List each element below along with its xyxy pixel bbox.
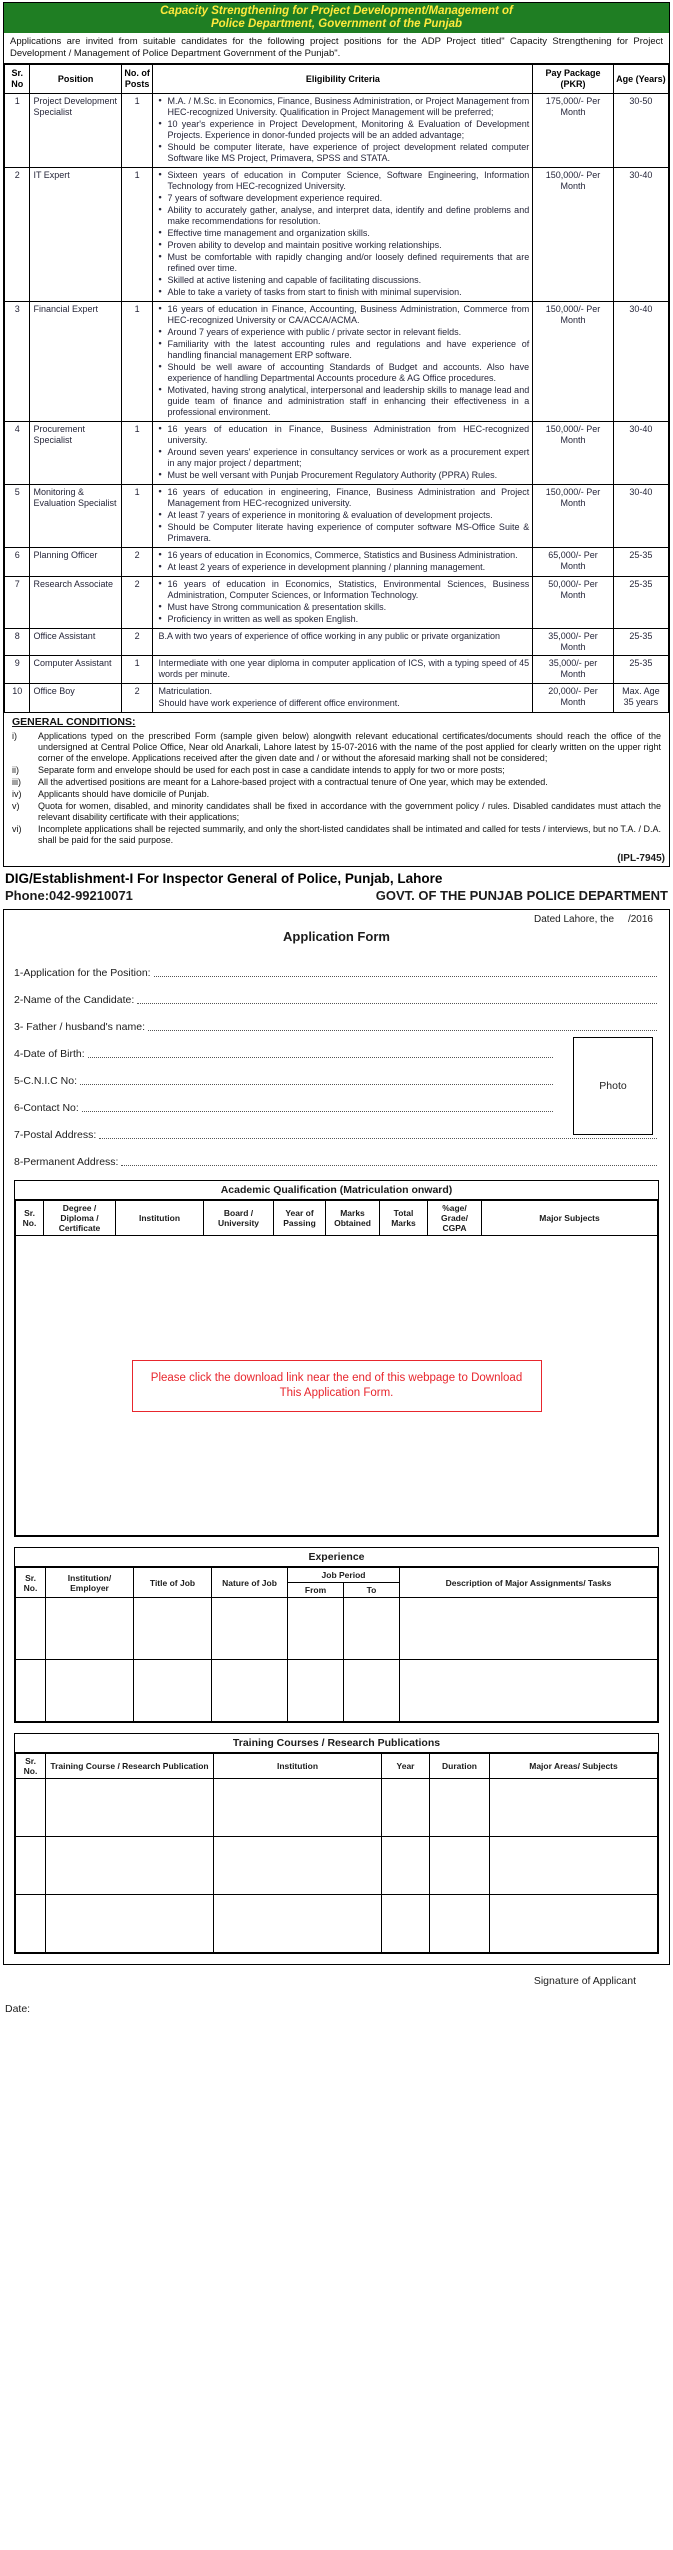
job-sr-cell: 1 xyxy=(5,94,30,168)
job-posts-cell: 1 xyxy=(121,422,153,485)
job-criteria-cell xyxy=(153,629,533,656)
job-sr-cell: 3 xyxy=(5,302,30,422)
photo-label: Photo xyxy=(599,1080,627,1092)
experience-col-title: Title of Job xyxy=(134,1568,212,1598)
job-sr-cell: 7 xyxy=(5,577,30,629)
form-field-label: 2-Name of the Candidate: xyxy=(14,994,135,1006)
job-position-cell: Project Development Specialist xyxy=(30,94,121,168)
jobs-table-head xyxy=(5,65,669,94)
form-field xyxy=(14,1062,555,1089)
download-notice: Please click the download link near the end of this webpage to Download This Application Form. xyxy=(132,1360,542,1412)
empty-cell xyxy=(46,1837,214,1895)
training-empty-rows xyxy=(16,1779,658,1953)
signature-row xyxy=(3,1975,670,1987)
jobs-header-row xyxy=(5,65,669,94)
job-criteria-cell xyxy=(153,548,533,577)
condition-item xyxy=(12,789,661,800)
job-posts-cell: 2 xyxy=(121,548,153,577)
job-posts-cell: 1 xyxy=(121,94,153,168)
job-sr-cell: 9 xyxy=(5,656,30,684)
ad-title-line1: Capacity Strengthening for Project Development/Management of xyxy=(160,5,513,17)
academic-section xyxy=(14,1180,659,1537)
condition-number: i) xyxy=(12,731,17,741)
job-criteria-cell xyxy=(153,422,533,485)
criteria-item: • Motivated, having strong analytical, interpersonal and leadership skills to manage lead and guide team of finance and administration staff in enhancing their effectiveness in a professional environment. xyxy=(156,385,529,418)
ipl-reference: (IPL-7945) xyxy=(617,853,665,864)
job-row xyxy=(5,422,669,485)
criteria-item: Intermediate with one year diploma in computer application of ICS, with a typing speed of 45 words per minute. xyxy=(158,658,530,679)
empty-row xyxy=(16,1779,658,1837)
academic-col-sr: Sr. No. xyxy=(16,1201,44,1236)
job-age-cell: 25-35 xyxy=(613,577,668,629)
criteria-item: Should have work experience of different office environment. xyxy=(158,698,400,708)
conditions-list xyxy=(12,731,661,846)
condition-number: iv) xyxy=(12,789,22,799)
experience-header-row xyxy=(16,1568,658,1583)
criteria-list xyxy=(156,424,529,481)
job-criteria-cell xyxy=(153,656,533,684)
empty-cell xyxy=(430,1895,490,1953)
empty-cell xyxy=(212,1660,288,1722)
training-section xyxy=(14,1733,659,1954)
experience-empty-rows xyxy=(16,1598,658,1722)
empty-cell xyxy=(212,1598,288,1660)
experience-col-from: From xyxy=(288,1583,344,1598)
phone-number: Phone:042-99210071 xyxy=(5,888,133,903)
training-col-course: Training Course / Research Publication xyxy=(46,1754,214,1779)
form-field-line xyxy=(148,1030,657,1031)
criteria-item: • At least 7 years of experience in monitoring & evaluation of development projects. xyxy=(156,510,529,521)
job-row xyxy=(5,548,669,577)
empty-cell xyxy=(46,1895,214,1953)
condition-item xyxy=(12,765,661,776)
empty-row xyxy=(16,1598,658,1660)
form-field-line xyxy=(137,1003,657,1004)
criteria-item: • M.A. / M.Sc. in Economics, Finance, Business Administration, or Project Management from HEC-recognized University. Qualification in Project Management will be preferred; xyxy=(156,96,529,118)
empty-cell xyxy=(46,1779,214,1837)
empty-cell xyxy=(288,1660,344,1722)
job-criteria-cell xyxy=(153,302,533,422)
academic-col-grade: %age/ Grade/ CGPA xyxy=(428,1201,482,1236)
form-fields xyxy=(14,954,659,1170)
empty-cell xyxy=(16,1598,46,1660)
form-field-line xyxy=(99,1138,657,1139)
experience-col-period: Job Period xyxy=(288,1568,400,1583)
academic-col-year: Year of Passing xyxy=(274,1201,326,1236)
form-field-label: 1-Application for the Position: xyxy=(14,967,151,979)
job-position-cell: Financial Expert xyxy=(30,302,121,422)
academic-col-board: Board / University xyxy=(204,1201,274,1236)
condition-text: Incomplete applications shall be rejected summarily, and only the short-listed candidates shall be intimated and called for tests / interviews, but no T.A. / D.A. shall be paid for the said purpose. xyxy=(38,824,661,845)
job-age-cell: 30-50 xyxy=(613,94,668,168)
empty-cell xyxy=(134,1660,212,1722)
academic-col-total: Total Marks xyxy=(380,1201,428,1236)
criteria-item: • 16 years of education in Economics, Statistics, Environmental Sciences, Business Administration, Computer Sciences, or Information Technology. xyxy=(156,579,529,601)
form-field-label: 3- Father / husband's name: xyxy=(14,1021,145,1033)
form-field-line xyxy=(121,1165,657,1166)
job-age-cell: 30-40 xyxy=(613,168,668,302)
training-col-sr: Sr. No. xyxy=(16,1754,46,1779)
empty-cell xyxy=(490,1837,658,1895)
condition-item xyxy=(12,731,661,764)
empty-cell xyxy=(430,1837,490,1895)
job-posts-cell: 1 xyxy=(121,656,153,684)
application-form-box xyxy=(3,909,670,1965)
condition-number: iii) xyxy=(12,777,21,787)
intro-paragraph: Applications are invited from suitable candidates for the following project positions for the ADP Project titled" Capacity Strengthening for Project Development / Management of Police Department Government of the Punjab". xyxy=(4,33,669,64)
job-posts-cell: 2 xyxy=(121,629,153,656)
job-position-cell: Research Associate xyxy=(30,577,121,629)
condition-item xyxy=(12,801,661,823)
job-row xyxy=(5,684,669,713)
condition-text: Applicants should have domicile of Punjab. xyxy=(38,789,210,799)
empty-cell xyxy=(16,1837,46,1895)
training-table xyxy=(15,1753,658,1953)
empty-row xyxy=(16,1660,658,1722)
criteria-item: • Around 7 years of experience with public / private sector in relevant fields. xyxy=(156,327,529,338)
criteria-item: • Ability to accurately gather, analyse, and interpret data, identify and define problems and make recommendations for resolution. xyxy=(156,205,529,227)
job-pay-cell: 150,000/- Per Month xyxy=(533,302,614,422)
job-posts-cell: 2 xyxy=(121,577,153,629)
dig-signature-line: DIG/Establishment-I For Inspector General of Police, Punjab, Lahore xyxy=(5,871,443,886)
job-sr-cell: 4 xyxy=(5,422,30,485)
form-field-label: 8-Permanent Address: xyxy=(14,1156,119,1168)
empty-cell xyxy=(16,1660,46,1722)
jobs-col-header-sr: Sr. No xyxy=(5,65,30,94)
experience-section-title: Experience xyxy=(15,1548,658,1567)
criteria-item: • Sixteen years of education in Computer Science, Software Engineering, Information Technology from HEC-recognized University. xyxy=(156,170,529,192)
empty-row xyxy=(16,1837,658,1895)
experience-section xyxy=(14,1547,659,1723)
experience-col-sr: Sr. No. xyxy=(16,1568,46,1598)
job-row xyxy=(5,168,669,302)
job-row xyxy=(5,485,669,548)
form-field xyxy=(14,1143,659,1170)
job-row xyxy=(5,302,669,422)
form-field xyxy=(14,1089,555,1116)
empty-cell xyxy=(288,1598,344,1660)
experience-col-description: Description of Major Assignments/ Tasks xyxy=(400,1568,658,1598)
condition-text: Separate form and envelope should be used for each post in case a candidate intends to apply for two or more posts; xyxy=(38,765,505,775)
job-row xyxy=(5,577,669,629)
empty-cell xyxy=(490,1779,658,1837)
academic-col-subjects: Major Subjects xyxy=(482,1201,658,1236)
academic-col-marks: Marks Obtained xyxy=(326,1201,380,1236)
job-posts-cell: 2 xyxy=(121,684,153,713)
criteria-item: • Must be well versant with Punjab Procurement Regulatory Authority (PPRA) Rules. xyxy=(156,470,529,481)
form-field-line xyxy=(154,976,657,977)
job-pay-cell: 175,000/- Per Month xyxy=(533,94,614,168)
job-sr-cell: 8 xyxy=(5,629,30,656)
criteria-item: • Should be well aware of accounting Standards of Budget and accounts. Also have experience of handling Departmental Accounts procedure & AG Office procedures. xyxy=(156,362,529,384)
dated-line: Dated Lahore, the /2016 xyxy=(534,914,653,925)
condition-number: ii) xyxy=(12,765,19,775)
criteria-item: • 16 years of education in engineering, Finance, Business Administration and Project Management from HEC-recognized university. xyxy=(156,487,529,509)
training-section-title: Training Courses / Research Publications xyxy=(15,1734,658,1753)
empty-cell xyxy=(400,1660,658,1722)
job-position-cell: Planning Officer xyxy=(30,548,121,577)
academic-header-row xyxy=(16,1201,658,1236)
empty-cell xyxy=(490,1895,658,1953)
condition-text: All the advertised positions are meant for a Lahore-based project with a contractual tenure of One year, which may be extended. xyxy=(38,777,548,787)
criteria-item: • Familiarity with the latest accounting rules and regulations and have experience of handling financial management ERP software. xyxy=(156,339,529,361)
job-pay-cell: 65,000/- Per Month xyxy=(533,548,614,577)
training-col-year: Year xyxy=(382,1754,430,1779)
jobs-col-header-pay: Pay Package (PKR) xyxy=(533,65,614,94)
criteria-item: • Able to take a variety of tasks from start to finish with minimal supervision. xyxy=(156,287,529,298)
job-position-cell: Computer Assistant xyxy=(30,656,121,684)
criteria-item: • Should be Computer literate having experience of computer software MS-Office Suite & Primavera. xyxy=(156,522,529,544)
form-field-label: 7-Postal Address: xyxy=(14,1129,97,1141)
academic-col-institution: Institution xyxy=(116,1201,204,1236)
job-criteria-cell xyxy=(153,485,533,548)
criteria-list xyxy=(156,170,529,298)
ad-title-line2: Police Department, Government of the Punjab xyxy=(210,18,463,30)
academic-empty-area xyxy=(16,1236,658,1536)
jobs-table xyxy=(4,64,669,713)
criteria-list xyxy=(156,304,529,418)
form-field-line xyxy=(88,1057,553,1058)
empty-cell xyxy=(382,1779,430,1837)
general-conditions xyxy=(4,713,669,853)
job-row xyxy=(5,629,669,656)
job-pay-cell: 35,000/- Per Month xyxy=(533,629,614,656)
criteria-list xyxy=(156,96,529,164)
date-row xyxy=(3,2003,670,2015)
criteria-item: • At least 2 years of experience in development planning / planning management. xyxy=(156,562,529,573)
empty-cell xyxy=(214,1895,382,1953)
job-sr-cell: 10 xyxy=(5,684,30,713)
form-field xyxy=(14,1035,555,1062)
job-posts-cell: 1 xyxy=(121,168,153,302)
criteria-list xyxy=(156,579,529,625)
ad-title-bar xyxy=(4,3,669,33)
form-field-label: 6-Contact No: xyxy=(14,1102,79,1114)
experience-col-to: To xyxy=(344,1583,400,1598)
job-age-cell: 30-40 xyxy=(613,302,668,422)
department-name: GOVT. OF THE PUNJAB POLICE DEPARTMENT xyxy=(375,888,668,903)
form-field-line xyxy=(80,1084,553,1085)
empty-cell xyxy=(46,1598,134,1660)
empty-cell xyxy=(214,1779,382,1837)
date-label: Date: xyxy=(5,2003,31,2015)
empty-cell xyxy=(46,1660,134,1722)
job-age-cell: 25-35 xyxy=(613,629,668,656)
job-sr-cell: 2 xyxy=(5,168,30,302)
job-sr-cell: 6 xyxy=(5,548,30,577)
application-form-title: Application Form xyxy=(283,929,390,944)
jobs-col-header-position: Position xyxy=(30,65,121,94)
empty-cell xyxy=(382,1837,430,1895)
criteria-item: • Effective time management and organization skills. xyxy=(156,228,529,239)
job-age-cell: 25-35 xyxy=(613,656,668,684)
condition-number: vi) xyxy=(12,824,22,834)
signature-label: Signature of Applicant xyxy=(533,1975,636,1987)
jobs-table-body xyxy=(5,94,669,713)
job-pay-cell: 150,000/- Per Month xyxy=(533,485,614,548)
academic-col-degree: Degree / Diploma / Certificate xyxy=(44,1201,116,1236)
empty-cell xyxy=(430,1779,490,1837)
form-field-line xyxy=(82,1111,553,1112)
job-posts-cell: 1 xyxy=(121,485,153,548)
empty-cell xyxy=(344,1598,400,1660)
criteria-list xyxy=(156,550,529,573)
job-position-cell: Procurement Specialist xyxy=(30,422,121,485)
form-field-label: 5-C.N.I.C No: xyxy=(14,1075,78,1087)
job-pay-cell: 50,000/- Per Month xyxy=(533,577,614,629)
empty-row xyxy=(16,1895,658,1953)
form-field-label: 4-Date of Birth: xyxy=(14,1048,85,1060)
job-criteria-cell xyxy=(153,684,533,713)
criteria-list xyxy=(156,658,529,680)
empty-cell xyxy=(400,1598,658,1660)
job-pay-cell: 150,000/- Per Month xyxy=(533,422,614,485)
training-col-areas: Major Areas/ Subjects xyxy=(490,1754,658,1779)
criteria-item: • Skilled at active listening and capable of facilitating discussions. xyxy=(156,275,529,286)
job-pay-cell: 20,000/- Per Month xyxy=(533,684,614,713)
jobs-col-header-age: Age (Years) xyxy=(613,65,668,94)
empty-cell xyxy=(344,1660,400,1722)
form-field xyxy=(14,1116,659,1143)
form-field xyxy=(14,954,659,981)
criteria-list xyxy=(156,686,529,709)
academic-section-title: Academic Qualification (Matriculation onward) xyxy=(15,1181,658,1200)
criteria-item: • 16 years of education in Economics, Commerce, Statistics and Business Administration. xyxy=(156,550,529,561)
job-pay-cell: 150,000/- Per Month xyxy=(533,168,614,302)
job-position-cell: Office Boy xyxy=(30,684,121,713)
experience-col-nature: Nature of Job xyxy=(212,1568,288,1598)
photo-box xyxy=(573,1037,653,1135)
job-position-cell: Monitoring & Evaluation Specialist xyxy=(30,485,121,548)
job-row xyxy=(5,656,669,684)
advertisement-box xyxy=(3,2,670,867)
job-pay-cell: 35,000/- per Month xyxy=(533,656,614,684)
job-age-cell: 25-35 xyxy=(613,548,668,577)
training-header-row xyxy=(16,1754,658,1779)
criteria-item: • Proficiency in written as well as spoken English. xyxy=(156,614,529,625)
criteria-item: • 16 years of education in Finance, Accounting, Business Administration, Commerce from HEC-recognized University or CA/ACCA/ACMA. xyxy=(156,304,529,326)
academic-empty-area-row xyxy=(16,1236,658,1536)
condition-item xyxy=(12,777,661,788)
empty-cell xyxy=(134,1598,212,1660)
condition-text: Quota for women, disabled, and minority candidates shall be fixed in accordance with the government policy / rules. Disabled candidates must attach the relevant disability certificate with their applications; xyxy=(38,801,661,822)
job-age-cell: 30-40 xyxy=(613,422,668,485)
criteria-list xyxy=(156,631,529,642)
job-position-cell: Office Assistant xyxy=(30,629,121,656)
academic-table xyxy=(15,1200,658,1536)
training-col-duration: Duration xyxy=(430,1754,490,1779)
empty-cell xyxy=(16,1895,46,1953)
job-age-cell: 30-40 xyxy=(613,485,668,548)
condition-item xyxy=(12,824,661,846)
training-col-institution: Institution xyxy=(214,1754,382,1779)
criteria-item: B.A with two years of experience of office working in any public or private organization xyxy=(158,631,501,641)
criteria-item: • Must have Strong communication & presentation skills. xyxy=(156,602,529,613)
condition-number: v) xyxy=(12,801,20,811)
criteria-item: • 16 years of education in Finance, Business Administration from HEC-recognized university. xyxy=(156,424,529,446)
job-criteria-cell xyxy=(153,168,533,302)
general-conditions-heading: GENERAL CONDITIONS: xyxy=(12,716,136,728)
criteria-item: • Must be comfortable with rapidly changing and/or loosely defined requirements that are refined over time. xyxy=(156,252,529,274)
experience-table xyxy=(15,1567,658,1722)
criteria-item: • Proven ability to develop and maintain positive working relationships. xyxy=(156,240,529,251)
empty-cell xyxy=(382,1895,430,1953)
form-field xyxy=(14,981,659,1008)
condition-text: Applications typed on the prescribed Form (sample given below) alongwith relevant educational certificates/documents should reach the office of the undersigned at Central Police Office, Near old Anarkali, Lahore latest by 15-07-2016 with the name of the post applied for clearly written on the upper right corner of the envelope. Applications received after the given date and / or without the aforesaid marking shall not be considered; xyxy=(38,731,661,763)
empty-cell xyxy=(214,1837,382,1895)
criteria-item: • Around seven years' experience in consultancy services or work as a procurement expert in any major project / department; xyxy=(156,447,529,469)
job-position-cell: IT Expert xyxy=(30,168,121,302)
job-age-cell: Max. Age 35 years xyxy=(613,684,668,713)
empty-cell xyxy=(16,1779,46,1837)
phone-dept-row xyxy=(3,886,670,907)
job-row xyxy=(5,94,669,168)
criteria-list xyxy=(156,487,529,544)
criteria-item: • Should be computer literate, have experience of project development related computer Software like MS Project, Primavera, SPSS and STATA. xyxy=(156,142,529,164)
criteria-item: • 10 year's experience in Project Development, Monitoring & Evaluation of Development Projects. Experience in donor-funded projects will be an added advantage; xyxy=(156,119,529,141)
jobs-col-header-eligibility: Eligibility Criteria xyxy=(153,65,533,94)
job-criteria-cell xyxy=(153,94,533,168)
experience-col-employer: Institution/ Employer xyxy=(46,1568,134,1598)
job-posts-cell: 1 xyxy=(121,302,153,422)
jobs-col-header-posts: No. of Posts xyxy=(121,65,153,94)
criteria-item: • 7 years of software development experience required. xyxy=(156,193,529,204)
form-field xyxy=(14,1008,659,1035)
job-sr-cell: 5 xyxy=(5,485,30,548)
job-criteria-cell xyxy=(153,577,533,629)
criteria-item: Matriculation. xyxy=(158,686,213,696)
